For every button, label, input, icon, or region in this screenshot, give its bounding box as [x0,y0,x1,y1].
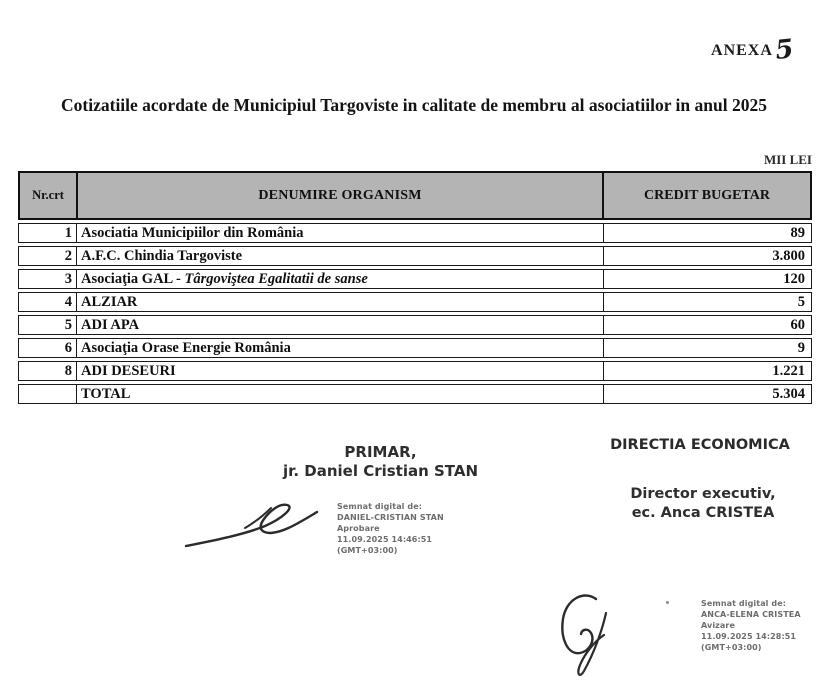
cell-credit: 60 [603,316,811,334]
table-header-row [18,171,812,220]
table-row [18,292,812,312]
header-cell-nr: Nr.crt [20,173,78,218]
table-row [18,246,812,266]
table-row [18,223,812,243]
cell-denumire: ALZIAR [81,293,138,310]
document-title: Cotizatiile acordate de Municipiul Targoviste in calitate de membru al asociatiilor in anul 2025 [61,95,767,115]
mayor-name: jr. Daniel Cristian STAN [282,462,479,480]
cell-denumire: Asociatia Municipiilor din România [81,224,304,241]
cell-denumire: Asociaţia Orase Energie România [81,339,291,356]
cell-credit: 1.221 [603,362,811,380]
cell-credit: 9 [603,339,811,357]
stray-mark [666,601,669,604]
table-row [18,338,812,358]
header-cell-denumire: DENUMIRE ORGANISM [258,187,422,203]
unit-label: MII LEI [763,152,812,167]
cell-denumire: ADI APA [81,316,140,333]
budget-table [18,171,812,404]
cell-denumire: TOTAL [81,385,131,402]
annex-label [711,32,796,66]
cell-denumire: A.F.C. Chindia Targoviste [81,247,243,264]
cell-credit: 120 [603,270,811,288]
table-row [18,361,812,381]
cell-credit: 5 [603,293,811,311]
cell-denumire: ADI DESEURI [81,362,176,379]
digital-signature-mayor: Semnat digital de: DANIEL-CRISTIAN STAN Aprobare 11.09.2025 14:46:51 (GMT+03:00) [337,502,444,555]
cell-credit: 3.800 [603,247,811,265]
table-row [18,315,812,335]
cell-nr [19,385,77,403]
cell-nr: 6 [19,339,77,357]
mayor-handwritten-signature [183,498,321,560]
cell-nr: 1 [19,224,77,242]
digital-signature-director: Semnat digital de: ANCA-ELENA CRISTEA Avizare 11.09.2025 14:28:51 (GMT+03:00) [701,599,801,652]
cell-nr: 5 [19,316,77,334]
table-row [18,384,812,404]
director-title: Director executiv, [630,486,776,502]
department-title: DIRECTIA ECONOMICA [610,437,790,453]
cell-nr: 8 [19,362,77,380]
header-cell-credit: CREDIT BUGETAR [602,173,810,218]
cell-credit: 5.304 [603,385,811,403]
cell-nr: 2 [19,247,77,265]
director-handwritten-signature [550,591,630,681]
cell-denumire: Asociaţia GAL - Târgoviştea Egalitatii de sanse [81,270,368,287]
annex-word: ANEXA [711,42,773,59]
mayor-title: PRIMAR, [344,443,417,461]
cell-credit: 89 [603,224,811,242]
director-signature-block [608,485,798,523]
table-row [18,269,812,289]
annex-number-handwritten: 5 [773,34,796,66]
table-body [18,223,812,404]
cell-nr: 3 [19,270,77,288]
director-name: ec. Anca CRISTEA [631,505,775,521]
cell-nr: 4 [19,293,77,311]
mayor-signature-block [228,443,533,481]
